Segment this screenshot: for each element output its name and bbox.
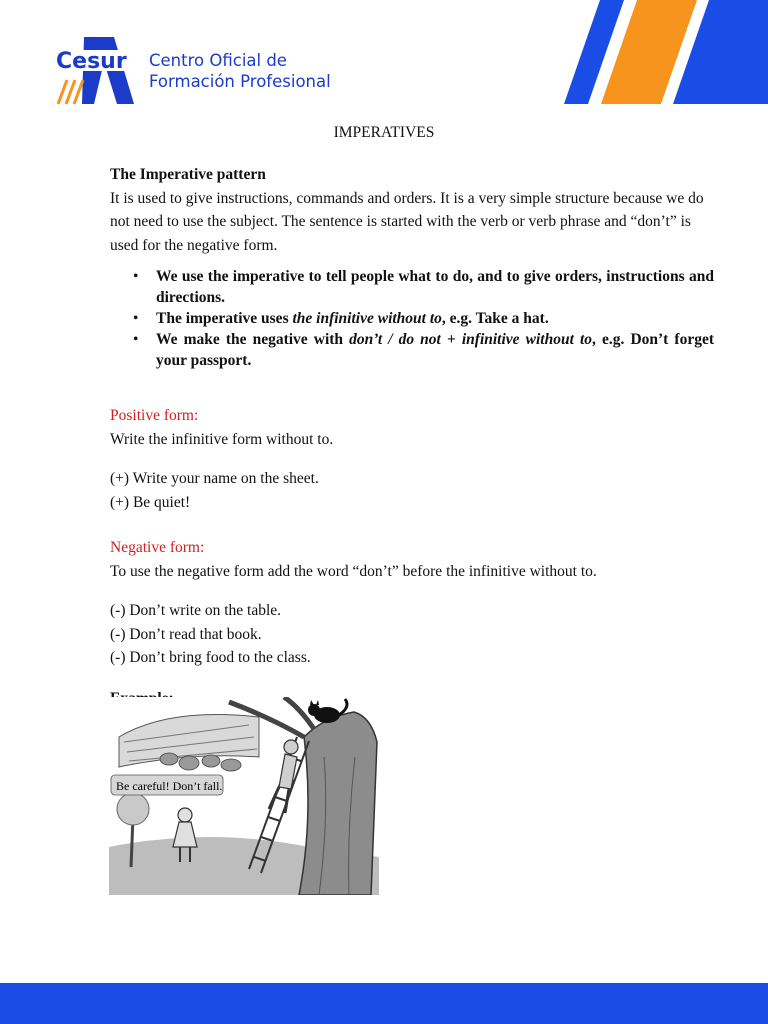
document-body [110,163,714,710]
logo-text: Cesur [56,49,127,74]
intro-paragraph: It is used to give instructions, commands and orders. It is a very simple structure because we do not need to use the subject. The sentence is started with the verb or verb phrase and “don’t” is used for the negative form. [110,189,704,254]
speech-bubble [111,775,223,795]
negative-form-label: Negative form: [110,539,205,556]
rule-item: • We use the imperative to tell people what to do, and to give orders, instructions and directions. [110,266,714,308]
rule-item: • We make the negative with don’t / do not + infinitive without to, e.g. Don’t forget your passport. [110,329,714,371]
cesur-logo [54,34,134,106]
positive-form-label: Positive form: [110,407,199,424]
example-illustration [109,697,379,895]
rule-item: • The imperative uses the infinitive without to, e.g. Take a hat. [110,308,714,329]
brand-line-2: Formación Profesional [149,72,331,91]
negative-example: (-) Don’t write on the table. [110,602,282,619]
negative-example: (-) Don’t bring food to the class. [110,649,311,666]
footer-bar [0,983,768,1024]
negative-form-description: To use the negative form add the word “don’t” before the infinitive without to. [110,562,597,580]
brand-name [149,50,331,92]
negative-example: (-) Don’t read that book. [110,625,262,643]
positive-example: (+) Write your name on the sheet. [110,470,319,487]
positive-example: (+) Be quiet! [110,493,191,511]
speech-bubble-text: Be careful! Don’t fall. [116,779,223,793]
positive-form-description: Write the infinitive form without to. [110,430,334,448]
rules-list [110,266,714,371]
section-heading: The Imperative pattern [110,166,266,183]
header-stripes-decoration [564,0,768,104]
page-title: IMPERATIVES [333,124,435,141]
brand-line-1: Centro Oficial de [149,51,287,70]
